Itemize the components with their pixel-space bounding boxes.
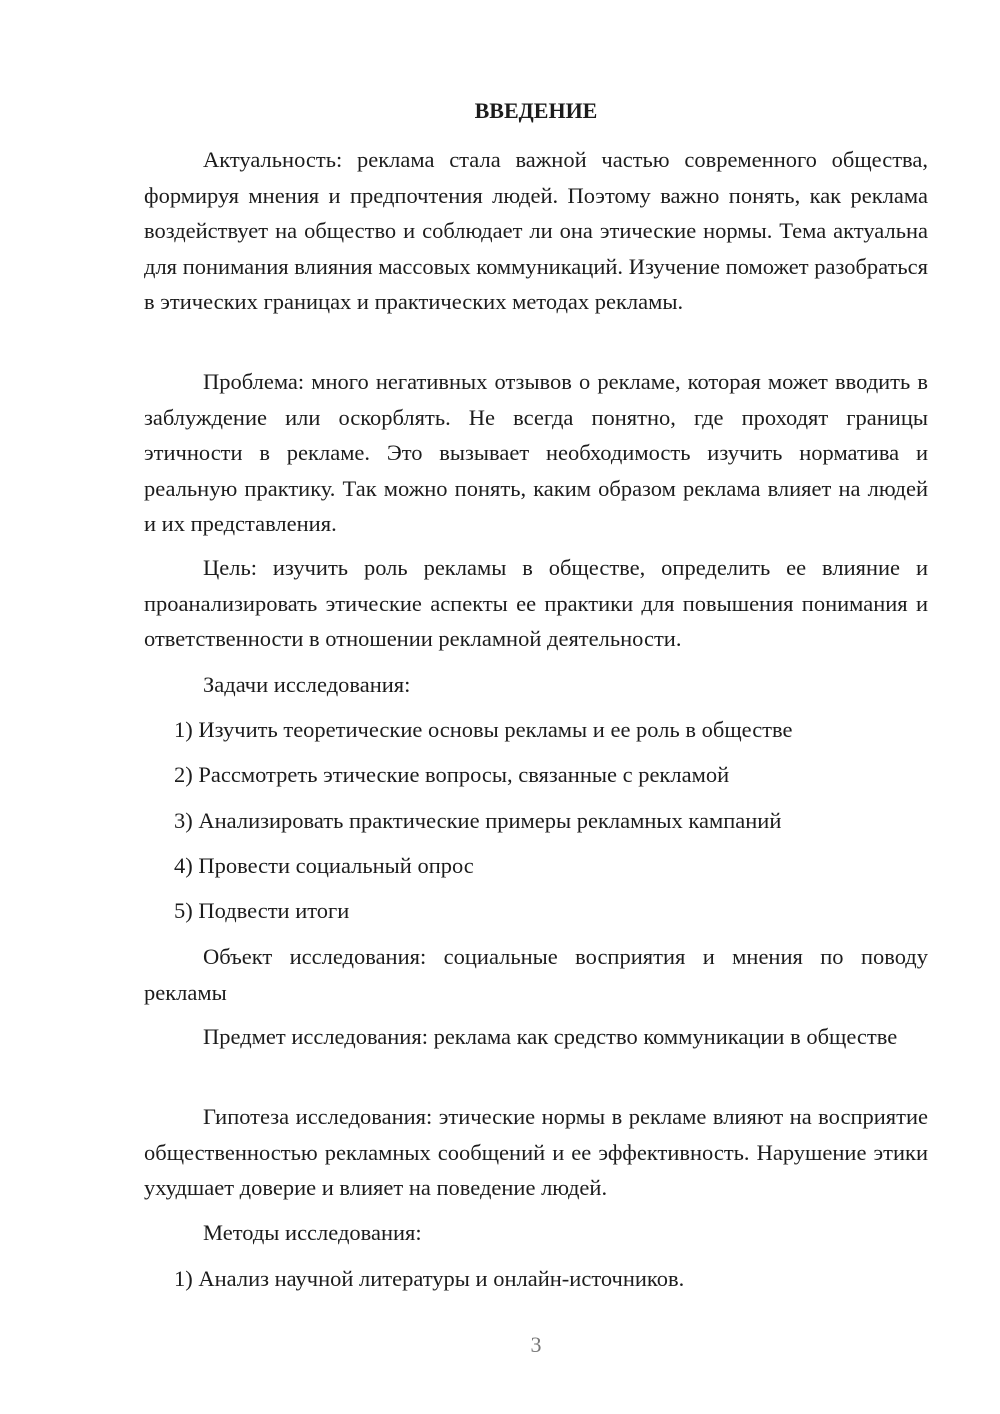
methods-heading: Методы исследования: <box>203 1220 422 1245</box>
task-item: 2) Рассмотреть этические вопросы, связанные с рекламой <box>174 762 730 787</box>
document-page <box>144 0 928 1414</box>
paragraph-hypothesis: Гипотеза исследования: этические нормы в рекламе влияют на восприятие общественностью рекламных сообщений и ее эффективность. Нарушение этики ухудшает доверие и влияет на поведение людей. <box>144 1104 928 1200</box>
task-item: 4) Провести социальный опрос <box>174 853 474 878</box>
task-item: 1) Изучить теоретические основы рекламы и ее роль в обществе <box>174 717 793 742</box>
paragraph-problem: Проблема: много негативных отзывов о рекламе, которая может вводить в заблуждение или оскорблять. Не всегда понятно, где проходят границы этичности в рекламе. Это вызывает необходимость изучить норматива и реальную практику. Так можно понять, каким образом реклама влияет на людей и их представления. <box>144 369 928 536</box>
page-number: 3 <box>530 1332 542 1357</box>
task-item: 3) Анализировать практические примеры рекламных кампаний <box>174 808 782 833</box>
paragraph-object: Объект исследования: социальные восприятия и мнения по поводу рекламы <box>144 944 928 1005</box>
tasks-heading: Задачи исследования: <box>203 672 411 697</box>
method-item: 1) Анализ научной литературы и онлайн-источников. <box>174 1266 685 1291</box>
section-title: ВВЕДЕНИЕ <box>474 98 598 123</box>
paragraph-subject: Предмет исследования: реклама как средство коммуникации в обществе <box>203 1024 898 1049</box>
paragraph-goal: Цель: изучить роль рекламы в обществе, определить ее влияние и проанализировать этические аспекты ее практики для повышения понимания и ответственности в отношении рекламной деятельности. <box>144 555 928 651</box>
task-item: 5) Подвести итоги <box>174 898 350 923</box>
paragraph-relevance: Актуальность: реклама стала важной частью современного общества, формируя мнения и предпочтения людей. Поэтому важно понять, как реклама воздействует на общество и соблюдает ли она этические нормы. Тема актуальна для понимания влияния массовых коммуникаций. Изучение поможет разобраться в этических границах и практических методах рекламы. <box>144 147 928 314</box>
